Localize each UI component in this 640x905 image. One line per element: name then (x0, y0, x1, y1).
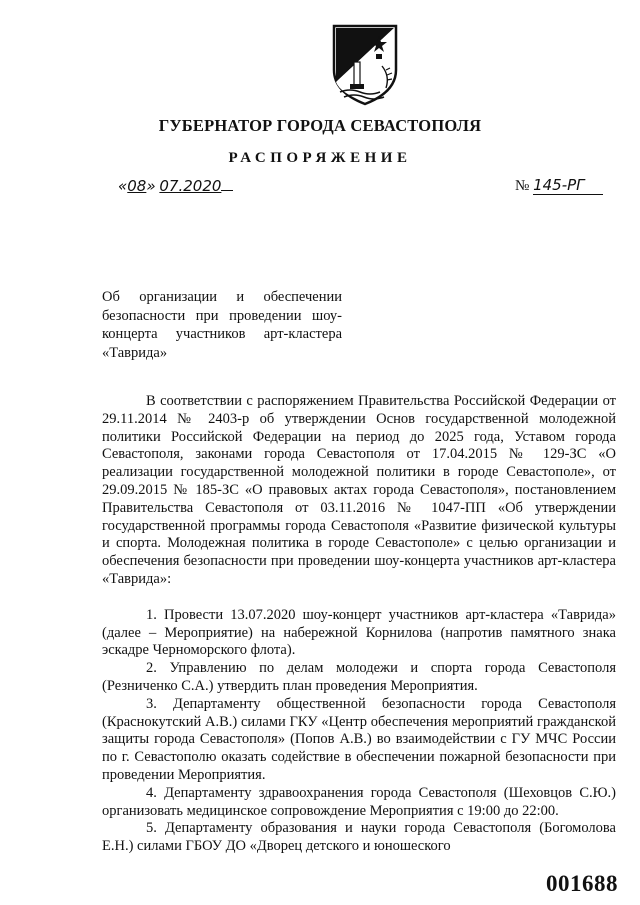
order-item-2: 2. Управлению по делам молодежи и спорта города Севастополя (Резниченко С.А.) утвердить план проведения Мероприятия. (102, 660, 616, 694)
document-type: РАСПОРЯЖЕНИЕ (228, 150, 412, 166)
order-date (118, 176, 233, 196)
governor-title: ГУБЕРНАТОР ГОРОДА СЕВАСТОПОЛЯ (158, 116, 482, 135)
date-day: 08 (127, 177, 147, 195)
order-body (102, 393, 616, 856)
order-item-4: 4. Департаменту здравоохранения города Севастополя (Шеховцов С.Ю.) организовать медицинское сопровождение Мероприятия с 19:00 до 22:00. (102, 784, 616, 819)
order-item-5: 5. Департаменту образования и науки города Севастополя (Богомолова Е.Н.) силами ГБОУ ДО «Дворец детского и юношеского (102, 820, 616, 855)
preamble-paragraph: В соответствии с распоряжением Правительства Российской Федерации от 29.11.2014 № 2403-р об утверждении Основ государственной молодежной политики Российской Федерации на период до 2025 года, Уставом города Севастополя, законами города Севастополя от 17.04.2015 № 129-ЗС «О реализации государственной молодежной политики в городе Севастополе», от 29.09.2015 № 185-ЗС «О правовых актах города Севастополя», постановлением Правительства Севастополя от 03.11.2016 № 1047-ПП «Об утверждении государственной программы города Севастополя «Развитие физической культуры и спорта. Молодежная политика в городе Севастополе» с целью организации и обеспечения безопасности при проведении шоу-концерта участников арт-кластера «Таврида»: (102, 393, 616, 587)
order-item-3: 3. Департаменту общественной безопасности города Севастополя (Краснокутский А.В.) силами ГКУ «Центр обеспечения мероприятий гражданской защиты города Севастополя» (Попов А.В.) во взаимодействии с ГУ МЧС России по г. Севастополю оказать содействие в обеспечении пожарной безопасности при проведении Мероприятия. (102, 695, 616, 783)
date-month-year: 07.2020 (159, 177, 222, 195)
date-close-quote: » (146, 177, 156, 195)
serial-number: 001688 (546, 871, 618, 896)
order-number (515, 176, 603, 195)
order-item-1: 1. Провести 13.07.2020 шоу-концерт участников арт-кластера «Таврида» (далее – Мероприятие) на набережной Корнилова (напротив памятного знака эскадре Черноморского флота). (102, 606, 616, 659)
date-open-quote: « (118, 177, 128, 195)
date-underline (221, 176, 233, 191)
sevastopol-coat-of-arms-icon (330, 22, 400, 106)
order-subject: Об организации и обеспечении безопасности при проведении шоу-концерта участников арт-кластера «Таврида» (102, 289, 342, 361)
number-value: 145-РГ (533, 176, 603, 195)
number-prefix: № (515, 178, 530, 194)
